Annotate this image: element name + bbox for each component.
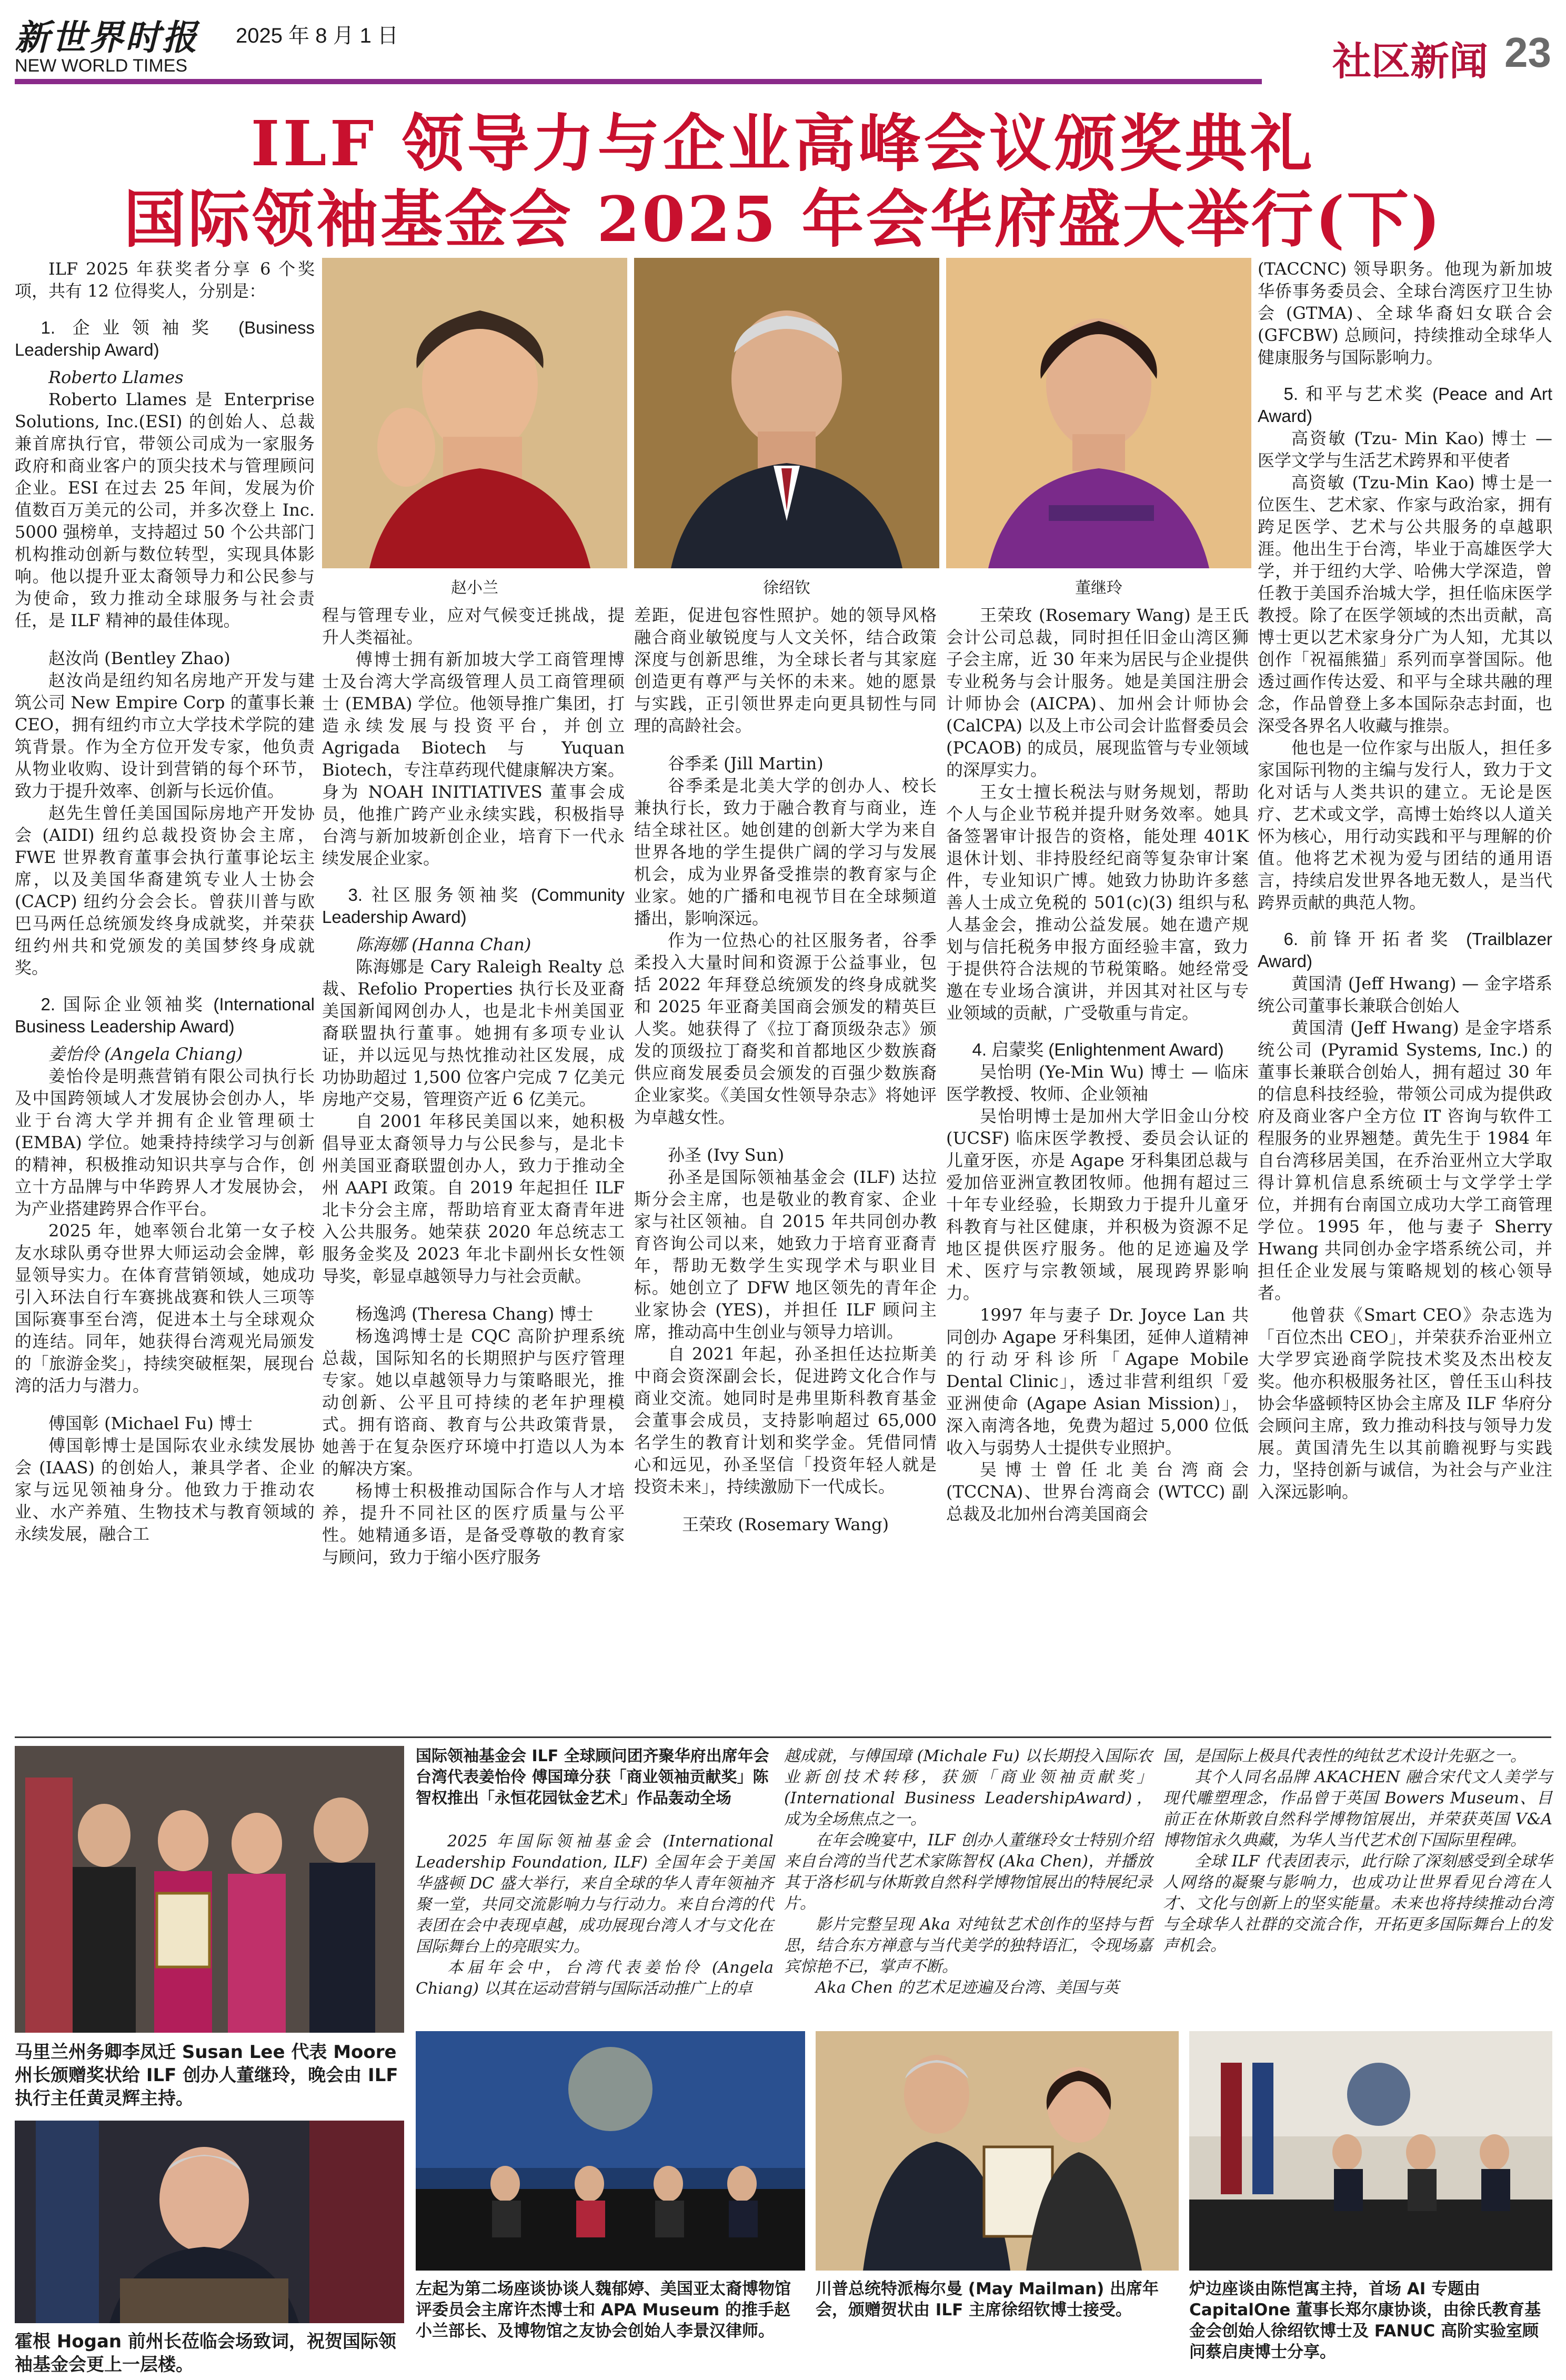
awardee-name: 赵汝尚 (Bentley Zhao) <box>48 648 230 668</box>
paragraph: 杨逸鸿博士是 CQC 高阶护理系统总裁，国际知名的长期照护与医疗管理专家。她以卓越领导力与策略眼光，推动创新、公平且可持续的老年护理模式。拥有谘商、教育与公共政策背景，她善于在复杂医疗环境中打造以人为本的解决方案。 <box>322 1326 625 1479</box>
paragraph: 姜怡伶是明燕营销有限公司执行长及中国跨领域人才发展协会创办人，毕业于台湾大学并拥有企业管理硕士 (EMBA) 学位。她秉持持续学习与创新的精神，积极推动知识共享与合作，创立十方品牌与中华跨界人才发展协会，为产业搭建跨界合作平台。 <box>15 1066 315 1219</box>
paragraph: 王女士擅长税法与财务规划，帮助个人与企业节税并提升财务效率。她具备签署审计报告的资格，能处理 401K 退休计划、非持股经纪商等复杂审计案件，专业知识广博。她致力协助许多慈善人士成立免税的 501(c)(3) 组织与私人基金会，推动公益发展。她在遗产规划与信托税务申报方面经验丰富，致力于提供符合法规的节税策略。她经常受邀在专业场合演讲，并因其对社区与专业领域的贡献，广受敬重与肯定。 <box>946 782 1249 1023</box>
paragraph: 傅博士拥有新加坡大学工商管理博士及台湾大学高级管理人员工商管理硕士 (EMBA) 学位。他领导推广集团，打造永续发展与投资平台，并创立 Agrigada Biotech 与 Yuquan Biotech，专注草药现代健康解决方案。身为 NOAH INITIATIVES 董事会成员，他推广跨产业永续实践，积极指导台湾与新加坡新创企业，培育下一代永续发展企业家。 <box>322 649 625 868</box>
headline-line-1: ILF 领导力与企业高峰会议颁奖典礼 <box>250 107 1316 180</box>
awardee-name: 谷季柔 (Jill Martin) <box>668 754 824 774</box>
article-column-1 <box>15 258 315 1545</box>
event-photo-presidential-letter <box>816 2031 1179 2271</box>
headline-line-2: 国际领袖基金会 2025 年会华府盛大举行(下) <box>123 183 1443 256</box>
award-heading-6: 6. 前锋开拓者奖 (Trailblazer Award) <box>1258 929 1552 971</box>
section-name: 社区新闻 <box>1332 39 1488 84</box>
awardee-name: 傅国彰 (Michael Fu) 博士 <box>48 1413 253 1433</box>
paragraph: 谷季柔是北美大学的创办人、校长兼执行长，致力于融合教育与商业，连结全球社区。她创建的创新大学为来自世界各地的学生提供广阔的学习与发展机会，成为业界备受推崇的教育家与企业家。她的广播和电视节目在全球频道播出，影响深远。 <box>634 776 937 928</box>
paragraph: 陈海娜是 Cary Raleigh Realty 总裁、Refolio Properties 执行长及亚裔美国新闻网创办人，也是北卡州美国亚裔联盟执行董事。她拥有多项专业认证，并以远见与热忱推动社区发展，成功协助超过 1,500 位客户完成 7 亿美元房地产交易，管理资产近 6 亿美元。 <box>322 957 625 1109</box>
paragraph: Roberto Llames 是 Enterprise Solutions, Inc.(ESI) 的创始人、总裁兼首席执行官，带领公司成为一家服务政府和商业客户的顶尖技术与管理顾问企业。ESI 在过去 25 年间，发展为价值数百万美元的公司，并多次登上 Inc. 5000 强榜单，支持超过 50 个公共部门机构推动创新与数位转型，实现具体影响。他以提升亚太裔领导力和公民参与为使命，致力推动全球服务与社会责任，是 ILF 精神的最佳体现。 <box>15 389 315 630</box>
intro-paragraph: ILF 2025 年获奖者分享 6 个奖项，共有 12 位得奖人，分别是： <box>15 259 315 301</box>
photo-caption-hogan-speech: 霍根 Hogan 前州长莅临会场致词，祝贺国际领袖基金会更上一层楼。 <box>15 2331 396 2375</box>
article-column-5 <box>1258 258 1552 1503</box>
feature-column-3 <box>1163 1746 1552 1956</box>
paper-name-english: NEW WORLD TIMES <box>15 56 188 76</box>
awardee-name: 姜怡伶 (Angela Chiang) <box>48 1044 243 1064</box>
paragraph: 本届年会中，台湾代表姜怡伶 (Angela Chiang) 以其在运动营销与国际活动推广上的卓 <box>416 1959 774 1998</box>
publication-date: 2025 年 8 月 1 日 <box>236 24 399 47</box>
photo-caption-panel-discussion: 左起为第二场座谈协谈人魏郁婷、美国亚太裔博物馆评委员会主席许杰博士和 APA Museum 的推手赵小兰部长、及博物馆之友协会创始人李景汉律师。 <box>416 2279 791 2341</box>
paragraph: 傅国彰博士是国际农业永续发展协会 (IAAS) 的创始人，兼具学者、企业家与远见领袖身分。他致力于推动农业、水产养殖、生物技术与教育领域的永续发展，融合工 <box>15 1435 315 1544</box>
award-heading-4: 4. 启蒙奖 (Enlightenment Award) <box>972 1040 1224 1059</box>
masthead <box>15 9 1551 84</box>
photo-caption: 赵小兰 <box>451 579 498 597</box>
portrait-photo-3 <box>946 258 1251 568</box>
paragraph: 越成就，与傅国璋 (Michale Fu) 以长期投入国际农业新创技术转移，获颁「商业领袖贡献奖」(International Business LeadershipAward)，成为全场焦点之一。 <box>784 1747 1152 1829</box>
paragraph: 赵先生曾任美国国际房地产开发协会 (AIDI) 纽约总裁投资协会主席，FWE 世界教育董事会执行董事论坛主席，以及美国华裔建筑专业人士协会 (CACP) 纽约分会会长。曾获川普与欧巴马两任总统颁发终身成就奖，并荣获纽约州共和党颁发的美国梦终身成就奖。 <box>15 803 315 978</box>
paragraph: 他曾获《Smart CEO》杂志选为「百位杰出 CEO」，并荣获乔治亚州立大学罗宾逊商学院技术奖及杰出校友奖。他亦积极服务社区，曾任玉山科技协会华盛顿特区协会主席及 ILF 华府分会顾问主席，致力推动科技与领导力发展。黄国清先生以其前瞻视野与实践力，坚持创新与诚信，为社会与产业注入深远影响。 <box>1258 1305 1552 1502</box>
photo-caption: 董继玲 <box>1075 579 1122 597</box>
award-heading-1: 1. 企业领袖奖 (Business Leadership Award) <box>15 318 315 359</box>
awardee-name: 杨逸鸿 (Theresa Chang) 博士 <box>356 1304 594 1324</box>
panel-stage-icon <box>416 2031 805 2271</box>
awardee-name: 吴怡明 (Ye-Min Wu) 博士 — 临床医学教授、牧师、企业领袖 <box>946 1062 1249 1104</box>
paper-name: 新世界时报 <box>15 17 199 58</box>
page-number: 23 <box>1504 29 1551 76</box>
awardee-name: Roberto Llames <box>48 367 184 387</box>
awardee-name: 陈海娜 (Hanna Chan) <box>356 935 531 955</box>
paragraph: 孙圣是国际领袖基金会 (ILF) 达拉斯分会主席，也是敬业的教育家、企业家与社区领袖。自 2015 年共同创办教育咨询公司以来，她致力于培育亚裔青年，帮助无数学生实现学术与职业目标。她创立了 DFW 地区领先的青年企业家协会 (YES)，并担任 ILF 顾问主席，推动高中生创业与领导力培训。 <box>634 1167 937 1342</box>
paragraph: 自 2021 年起，孙圣担任达拉斯美中商会资深副会长，促进跨文化合作与商业交流。她同时是弗里斯科教育基金会董事会成员，支持影响超过 65,000 名学生的教育计划和奖学金。凭借同情心和远见，孙圣坚信「投资年轻人就是投资未来」，持续激励下一代成长。 <box>634 1344 937 1497</box>
paragraph: 王荣玫 (Rosemary Wang) 是王氏会计公司总裁，同时担任旧金山湾区狮子会主席，近 30 年来为居民与企业提供专业税务与会计服务。她是美国注册会计师协会 (AICPA)、加州会计师协会 (CalCPA) 以及上市公司会计监督委员会 (PCAOB) 的成员，展现监管与专业领域的深厚实力。 <box>946 605 1249 780</box>
portrait-photo-2 <box>634 258 939 568</box>
feature-headline: 国际领袖基金会 ILF 全球顾问团齐聚华府出席年会 台湾代表姜怡伶 傅国璋分获「商业领袖贡献奖」陈智权推出「永恒花园钛金艺术」作品轰动全场 <box>416 1747 769 1807</box>
event-photo-fireside-chat <box>1189 2031 1552 2271</box>
paragraph: 作为一位热心的社区服务者，谷季柔投入大量时间和资源于公益事业，包括 2022 年拜登总统颁发的终身成就奖和 2025 年亚裔美国商会颁发的精英巨人奖。她获得了《拉丁裔顶级杂志》颁发的顶级拉丁裔奖和首都地区少数族裔供应商发展委员会颁发的百强少数族裔企业家奖。《美国女性领导杂志》将她评为卓越女性。 <box>634 930 937 1127</box>
man-portrait-icon <box>634 258 939 568</box>
paragraph: 吴博士曾任北美台湾商会 (TCCNA)、世界台湾商会 (WTCC) 副总裁及北加州台湾美国商会 <box>946 1460 1249 1524</box>
paragraph: 杨博士积极推动国际合作与人才培养，提升不同社区的医疗质量与公平性。她精通多语，是备受尊敬的教育家与顾问，致力于缩小医疗服务 <box>322 1481 625 1567</box>
event-photo-panel-discussion <box>416 2031 805 2271</box>
paragraph: 他也是一位作家与出版人，担任多家国际刊物的主编与发行人，致力于文化对话与人类共识的建立。无论是医疗、艺术或文学，高博士始终以人道关怀为核心，用行动实践和平与理解的价值。他将艺术视为爱与团结的通用语言，持续启发世界各地无数人，是当代跨界贡献的典范人物。 <box>1258 738 1552 912</box>
photo-caption-fireside-chat: 炉边座谈由陈恺寓主持，首场 AI 专题由 CapitalOne 董事长郑尔康协谈，由徐氏教育基金会创始人徐绍钦博士及 FANUC 高阶实验室顾问蔡启庚博士分享。 <box>1189 2279 1541 2362</box>
article-column-4 <box>946 604 1249 1525</box>
awardee-name: 王荣玫 (Rosemary Wang) <box>681 1514 889 1534</box>
paragraph: 2025 年国际领袖基金会 (International Leadership Foundation, ILF) 全国年会于美国华盛顿 DC 盛大举行，来自全球的华人青年领袖齐聚一堂，共同交流影响力与行动力。来自台湾的代表团在会中表现卓越，成功展现台湾人才与文化在国际舞台上的亮眼实力。 <box>416 1832 774 1956</box>
paragraph: 差距，促进包容性照护。她的领导风格融合商业敏锐度与人文关怀，结合政策深度与创新思维，为全球长者与其家庭创造更有尊严与关怀的未来。她的愿景与实践，正引领世界走向更具韧性与同理的高龄社会。 <box>634 605 937 736</box>
paragraph: Aka Chen 的艺术足迹遍及台湾、美国与英 <box>816 1979 1119 1997</box>
paragraph: 其个人同名品牌 AKACHEN 融合宋代文人美学与现代雕塑理念，作品曾于英国 Bowers Museum、目前正在休斯敦自然科学博物馆展出，并荣获英国 V&A 博物馆永久典藏，为华人当代艺术创下国际里程碑。 <box>1163 1768 1552 1850</box>
paragraph: (TACCNC) 领导职务。他现为新加坡华侨事务委员会、全球台湾医疗卫生协会 (GTMA)、全球华裔妇女联合会 (GFCBW) 总顾问，持续推动全球华人健康服务与国际影响力。 <box>1258 259 1552 367</box>
paragraph: 影片完整呈现 Aka 对纯钛艺术创作的坚持与哲思，结合东方禅意与当代美学的独特语汇，令现场嘉宾惊艳不已，掌声不断。 <box>784 1915 1152 1976</box>
article-column-2 <box>322 604 625 1568</box>
award-heading-2: 2. 国际企业领袖奖 (International Business Leadership Award) <box>15 995 315 1036</box>
article-column-3 <box>634 604 937 1535</box>
paragraph: 2025 年，她率领台北第一女子校友水球队勇夺世界大师运动会金牌，彰显领导实力。在体育营销领域，她成功引入环法自行车赛挑战赛和铁人三项等国际赛事至台湾，促进本土与全球观众的连结。同年，她获得台湾观光局颁发的「旅游金奖」，持续突破框架，展现台湾的活力与潜力。 <box>15 1221 315 1395</box>
feature-column-2 <box>784 1746 1152 1999</box>
award-heading-3: 3. 社区服务领袖奖 (Community Leadership Award) <box>322 885 625 927</box>
paragraph: 程与管理专业，应对气候变迁挑战，提升人类福祉。 <box>322 605 625 647</box>
fireside-stage-icon <box>1189 2031 1552 2271</box>
paragraph: 1997 年与妻子 Dr. Joyce Lan 共同创办 Agape 牙科集团，延伸人道精神的行动牙科诊所「Agape Mobile Dental Clinic」，透过非营利组织「爱亚洲使命 (Agape Asian Mission)」，深入南湾各地，免费为超过 5,000 位低收入与弱势人士提供专业照护。 <box>946 1305 1249 1458</box>
speaker-podium-icon <box>15 2121 404 2323</box>
award-heading-5: 5. 和平与艺术奖 (Peace and Art Award) <box>1258 384 1552 426</box>
paragraph: 全球 ILF 代表团表示，此行除了深刻感受到全球华人网络的凝聚与影响力，也成功让世界看见台湾在人才、文化与创新上的坚实能量。未来也将持续推动台湾与全球华人社群的交流合作，开拓更多国际舞台上的发声机会。 <box>1163 1852 1552 1955</box>
paragraph: 国，是国际上极具代表性的纯钛艺术设计先驱之一。 <box>1163 1747 1526 1765</box>
paragraph: 黄国清 (Jeff Hwang) 是金字塔系统公司 (Pyramid Systems, Inc.) 的董事长兼联合创始人，拥有超过 30 年的信息科技经验，带领公司成为提供政府及商业客户全方位 IT 咨询与软件工程服务的业界翘楚。黄先生于 1984 年自台湾移居美国，在乔治亚州立大学取得计算机信息系统硕士与文学学士学位，并拥有台南国立成功大学工商管理学位。1995 年，他与妻子 Sherry Hwang 共同创办金字塔系统公司，并担任企业发展与策略规划的核心领导者。 <box>1258 1018 1552 1303</box>
photo-caption: 徐绍钦 <box>763 579 810 597</box>
photo-caption-award-presentation: 马里兰州务卿李凤迁 Susan Lee 代表 Moore 州长颁赠奖状给 ILF 创办人董继玲，晚会由 ILF 执行主任黄灵辉主持。 <box>15 2042 398 2109</box>
awardee-name: 高资敏 (Tzu- Min Kao) 博士 — 医学文学与生活艺术跨界和平使者 <box>1258 428 1552 470</box>
woman-portrait-icon <box>322 258 627 568</box>
paragraph: 在年会晚宴中，ILF 创办人董继玲女士特别介绍来自台湾的当代艺术家陈智权 (Aka Chen)，并播放其于洛杉矶与休斯敦自然科学博物馆展出的特展纪录片。 <box>784 1831 1152 1913</box>
paragraph: 吴怡明博士是加州大学旧金山分校 (UCSF) 临床医学教授、委员会认证的儿童牙医，亦是 Agape 牙科集团总裁与爱加倍亚洲宣教团牧师。他拥有超过三十年专业经验，长期致力于提升儿童牙科教育与社区健康，并积极为资源不足地区提供医疗服务。他的足迹遍及学术、医疗与宗教领域，展现跨界影响力。 <box>946 1106 1249 1303</box>
group-photo-icon <box>15 1746 404 2033</box>
paragraph: 高资敏 (Tzu-Min Kao) 博士是一位医生、艺术家、作家与政治家，拥有跨足医学、艺术与公共服务的卓越职涯。他出生于台湾，毕业于高雄医学大学，并于纽约大学、哈佛大学深造，曾任教于美国乔治城大学，担任临床医学教授。除了在医学领域的杰出贡献，高博士更以艺术家身分广为人知，尤其以创作「祝福熊猫」系列而享誉国际。他透过画作传达爱、和平与全球共融的理念，作品曾登上多本国际杂志封面，也深受各界名人收藏与推崇。 <box>1258 473 1552 736</box>
header-rule <box>15 79 1262 84</box>
paragraph: 赵汝尚是纽约知名房地产开发与建筑公司 New Empire Corp 的董事长兼 CEO，拥有纽约市立大学技术学院的建筑背景。作为全方位开发专家，他负责从物业收购、设计到营销的每个环节，致力于提升效率、创新与长远价值。 <box>15 670 315 801</box>
event-photo-award-presentation <box>15 1746 404 2033</box>
photo-caption-presidential-letter: 川普总统特派梅尔曼 (May Mailman) 出席年会，颁赠贺状由 ILF 主席徐绍钦博士接受。 <box>816 2279 1159 2319</box>
portrait-photo-1 <box>322 258 627 568</box>
certificate-presentation-icon <box>816 2031 1179 2271</box>
paragraph: 自 2001 年移民美国以来，她积极倡导亚太裔领导力与公民参与，是北卡州美国亚裔联盟创办人，致力于推动全州 AAPI 政策。自 2019 年起担任 ILF 北卡分会主席，帮助培育亚太裔青年进入公共服务。她荣获 2020 年总统志工服务金奖及 2023 年北卡副州长女性领导奖，彰显卓越领导力与社会贡献。 <box>322 1111 625 1286</box>
section-divider <box>15 1736 1551 1738</box>
awardee-name: 孙圣 (Ivy Sun) <box>668 1145 785 1165</box>
feature-column-1 <box>416 1831 774 2000</box>
awardee-name: 黄国清 (Jeff Hwang) — 金字塔系统公司董事长兼联合创始人 <box>1258 973 1552 1016</box>
woman-portrait-icon <box>946 258 1251 568</box>
event-photo-hogan-speech <box>15 2121 404 2323</box>
